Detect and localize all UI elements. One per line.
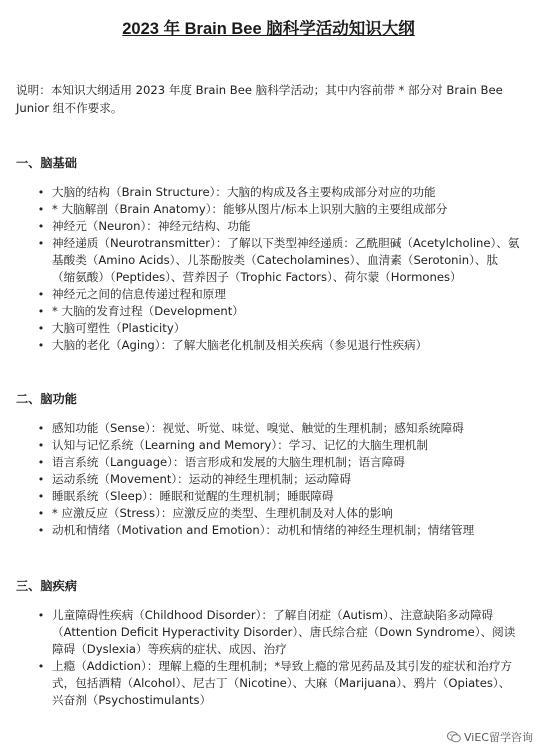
bullet-list	[16, 184, 521, 354]
bullet-icon: •	[37, 507, 45, 520]
list-item	[36, 303, 521, 320]
list-item-text: 感知功能（Sense）：视觉、听觉、味觉、嗅觉、触觉的生理机制；感知系统障碍	[52, 421, 464, 435]
bullet-icon: •	[37, 305, 45, 318]
watermark-text: ViEC留学咨询	[464, 731, 533, 744]
list-item-text: 语言系统（Language）：语言形成和发展的大脑生理机制；语言障碍	[52, 455, 405, 469]
list-item	[36, 522, 521, 539]
list-item	[36, 658, 521, 709]
list-item	[36, 454, 521, 471]
list-item	[36, 488, 521, 505]
list-item	[36, 320, 521, 337]
document-intro: 说明：本知识大纲适用 2023 年度 Brain Bee 脑科学活动；其中内容前带 * 部分对 Brain Bee Junior 组不作要求。	[16, 83, 503, 115]
wechat-icon	[447, 731, 461, 743]
bullet-icon: •	[37, 609, 45, 622]
bullet-icon: •	[37, 524, 45, 537]
list-item-text: 大脑的老化（Aging）：了解大脑老化机制及相关疾病（参见退行性疾病）	[52, 338, 428, 352]
list-item-text: 神经递质（Neurotransmitter）：了解以下类型神经递质：乙酰胆碱（Acetylcholine）、氨基酸类（Amino Acids）、儿茶酚胺类（Catecholamines）、血清素（Serotonin）、肽（缩氨酸）（Peptides）、营养因子（Trophic Factors）、荷尔蒙（Hormones）	[52, 236, 520, 284]
list-item	[36, 437, 521, 454]
list-item	[36, 201, 521, 218]
list-item-text: 动机和情绪（Motivation and Emotion）：动机和情绪的神经生理机制；情绪管理	[52, 523, 475, 537]
list-item	[36, 337, 521, 354]
bullet-icon: •	[37, 439, 45, 452]
list-item-text: 大脑可塑性（Plasticity）	[52, 321, 186, 335]
bullet-icon: •	[37, 339, 45, 352]
list-item	[36, 218, 521, 235]
section-heading: 三、脑疾病	[16, 579, 77, 593]
section-heading: 一、脑基础	[16, 156, 77, 170]
list-item-text: 睡眠系统（Sleep）：睡眠和觉醒的生理机制；睡眠障碍	[52, 489, 334, 503]
section-brain-functions	[16, 390, 521, 539]
list-item-text: * 大脑解剖（Brain Anatomy）：能够从图片/标本上识别大脑的主要组成部分	[52, 202, 448, 216]
list-item	[36, 420, 521, 437]
bullet-icon: •	[37, 660, 45, 673]
document-title: 2023 年 Brain Bee 脑科学活动知识大纲	[122, 20, 415, 38]
section-brain-diseases	[16, 577, 521, 709]
bullet-icon: •	[37, 490, 45, 503]
bullet-icon: •	[37, 237, 45, 250]
list-item-text: 运动系统（Movement）：运动的神经生理机制；运动障碍	[52, 472, 352, 486]
list-item-text: 大脑的结构（Brain Structure）：大脑的构成及各主要构成部分对应的功能	[52, 185, 436, 199]
list-item	[36, 471, 521, 488]
list-item-text: 认知与记忆系统（Learning and Memory）：学习、记忆的大脑生理机制	[52, 438, 428, 452]
list-item	[36, 235, 521, 286]
list-item	[36, 286, 521, 303]
bullet-icon: •	[37, 186, 45, 199]
watermark	[445, 728, 535, 746]
list-item-text: 神经元之间的信息传递过程和原理	[52, 287, 226, 301]
list-item	[36, 184, 521, 201]
bullet-icon: •	[37, 422, 45, 435]
list-item	[36, 607, 521, 658]
list-item-text: 上瘾（Addiction）：理解上瘾的生理机制；*导致上瘾的常见药品及其引发的症状和治疗方式，包括酒精（Alcohol）、尼古丁（Nicotine）、大麻（Marijuana）、鸦片（Opiates）、兴奋剂（Psychostimulants）	[52, 659, 513, 707]
bullet-icon: •	[37, 288, 45, 301]
bullet-icon: •	[37, 456, 45, 469]
list-item-text: * 应激反应（Stress）：应激反应的类型、生理机制及对人体的影响	[52, 506, 393, 520]
list-item	[36, 505, 521, 522]
bullet-icon: •	[37, 203, 45, 216]
section-heading: 二、脑功能	[16, 392, 77, 406]
bullet-icon: •	[37, 473, 45, 486]
list-item-text: 神经元（Neuron）：神经元结构、功能	[52, 219, 251, 233]
section-brain-basics	[16, 154, 521, 354]
bullet-list	[16, 607, 521, 709]
bullet-icon: •	[37, 220, 45, 233]
list-item-text: 儿童障碍性疾病（Childhood Disorder）：了解自闭症（Autism）、注意缺陷多动障碍（Attention Deficit Hyperactivity Disorder）、唐氏综合症（Down Syndrome）、阅读障碍（Dyslexia）等疾病的症状、成因、治疗	[52, 608, 516, 656]
list-item-text: * 大脑的发育过程（Development）	[52, 304, 244, 318]
bullet-icon: •	[37, 322, 45, 335]
bullet-list	[16, 420, 521, 539]
